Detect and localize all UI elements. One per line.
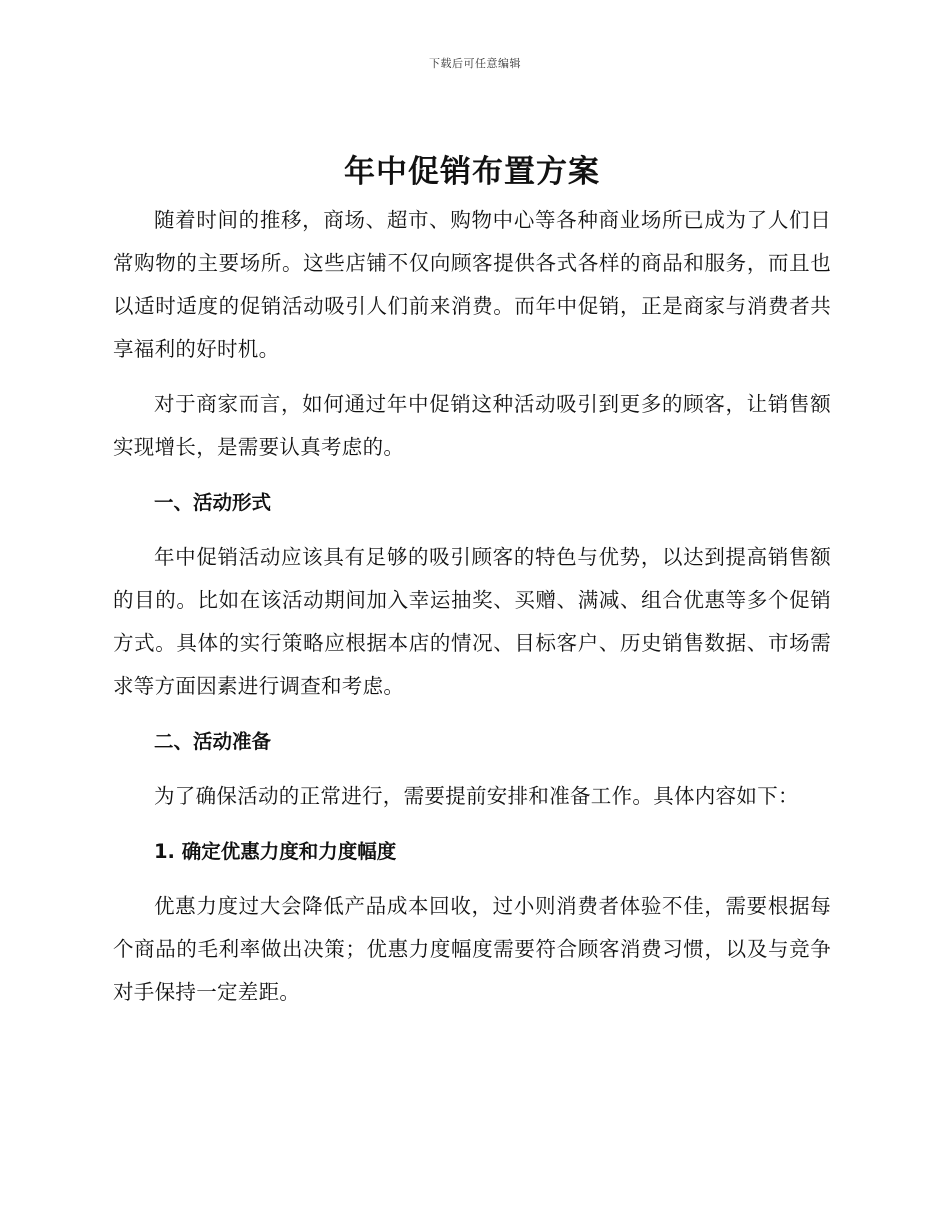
header-note: 下载后可任意编辑 xyxy=(429,57,521,70)
document-title: 年中促销布置方案 xyxy=(344,154,600,190)
document-body xyxy=(113,145,831,1026)
activity-form-paragraph: 年中促销活动应该具有足够的吸引顾客的特色与优势，以达到提高销售额的目的。比如在该活动期间加入幸运抽奖、买赠、满减、组合优惠等多个促销方式。具体的实行策略应根据本店的情况、目标客户、历史销售数据、市场需求等方面因素进行调查和考虑。 xyxy=(113,545,831,698)
section-heading-activity-form: 一、活动形式 xyxy=(153,491,271,514)
subheading-discount: 1. 确定优惠力度和力度幅度 xyxy=(153,840,397,863)
discount-paragraph: 优惠力度过大会降低产品成本回收，过小则消费者体验不佳，需要根据每个商品的毛利率做出决策；优惠力度幅度需要符合顾客消费习惯，以及与竞争对手保持一定差距。 xyxy=(113,894,831,1004)
activity-prep-paragraph: 为了确保活动的正常进行，需要提前安排和准备工作。具体内容如下： xyxy=(154,784,799,808)
intro-paragraph-2: 对于商家而言，如何通过年中促销这种活动吸引到更多的顾客，让销售额实现增长，是需要认真考虑的。 xyxy=(113,392,831,459)
intro-paragraph-1: 随着时间的推移，商场、超市、购物中心等各种商业场所已成为了人们日常购物的主要场所。这些店铺不仅向顾客提供各式各样的商品和服务，而且也以适时适度的促销活动吸引人们前来消费。而年中促销，正是商家与消费者共享福利的好时机。 xyxy=(113,208,831,361)
section-heading-activity-prep: 二、活动准备 xyxy=(153,730,271,753)
